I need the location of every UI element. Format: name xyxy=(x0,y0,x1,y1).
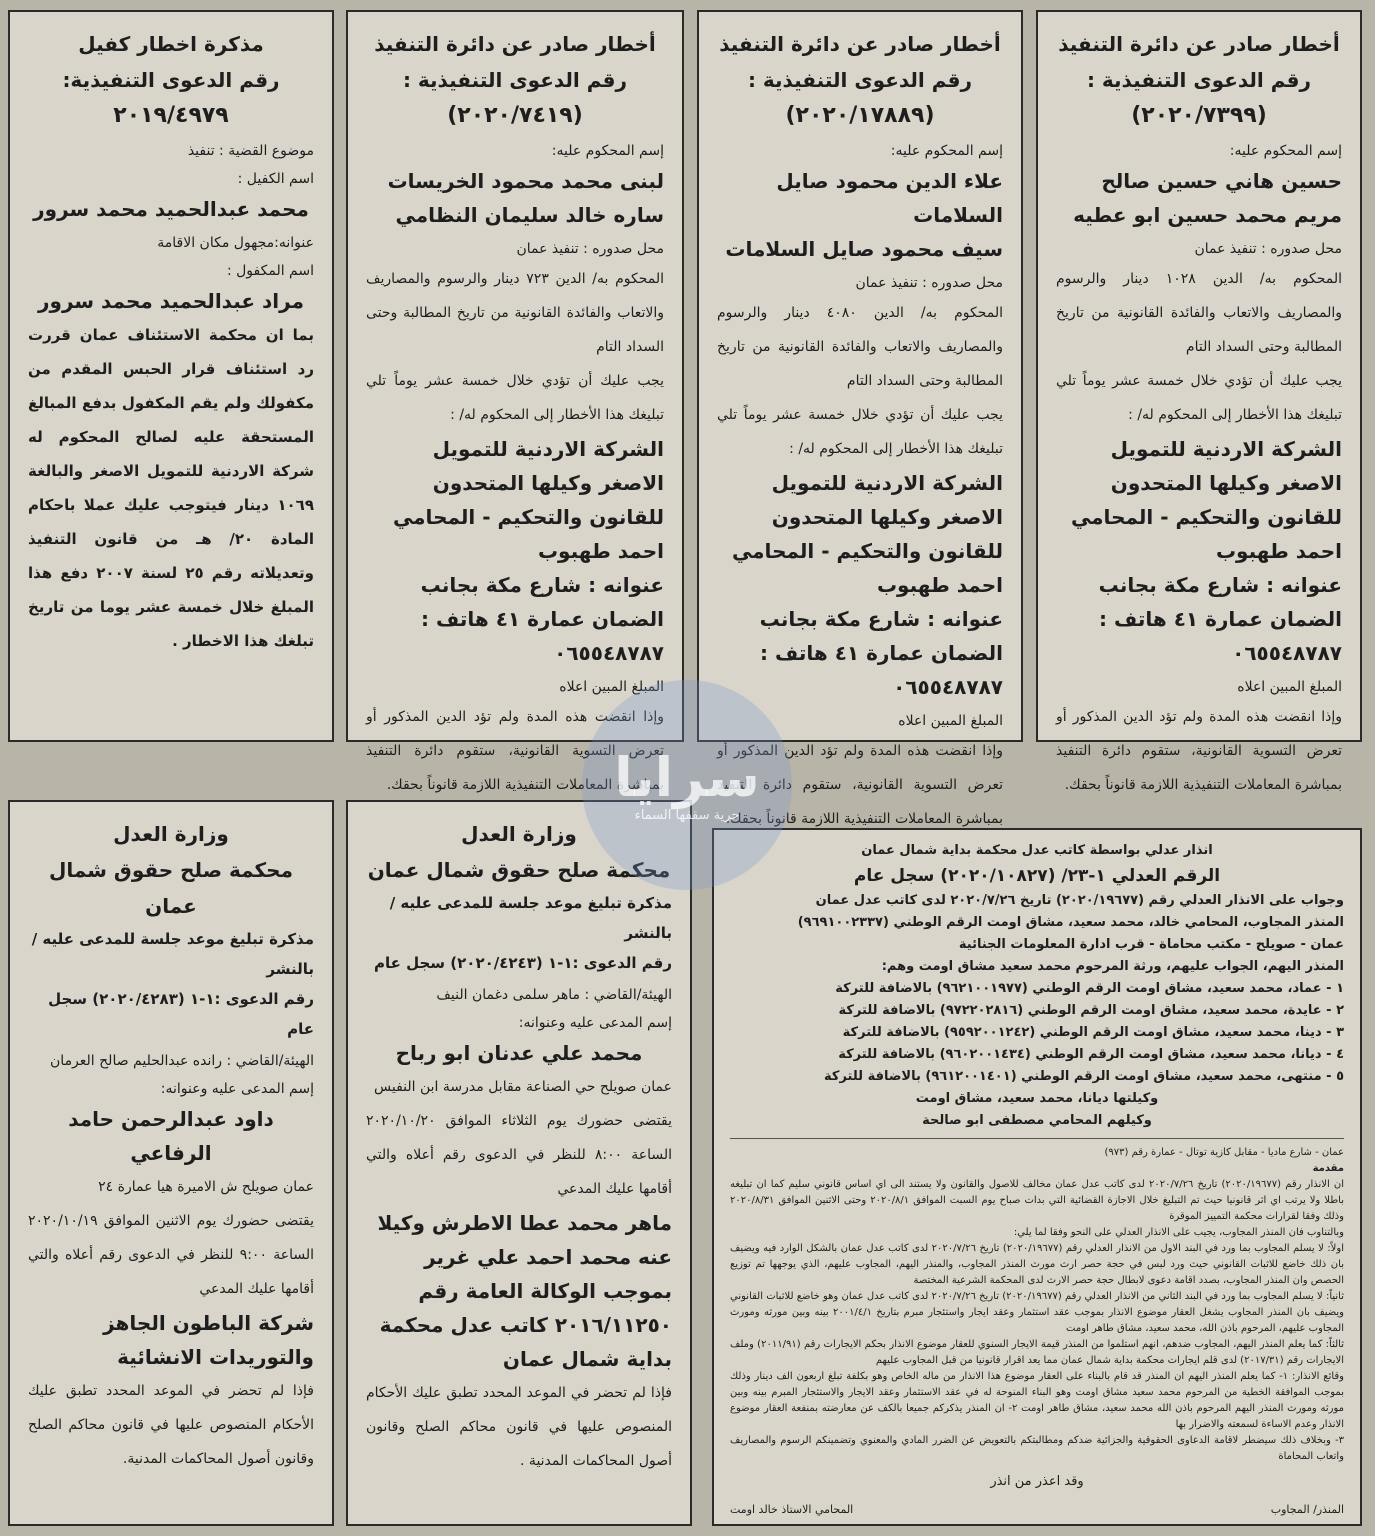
amount-reference: المبلغ المبين اعلاه xyxy=(559,679,664,695)
creditor-address: عنوانه : شارع مكة بجانب الضمان عمارة ٤١ هاتف : ٠٦٥٥٤٨٧٨٧ xyxy=(759,607,1003,699)
payment-instruction: يجب عليك أن تؤدي خلال خمسة عشر يوماً تلي تبليغك هذا الأخطار إلى المحكوم له/ : xyxy=(1056,373,1342,423)
notice-17889 xyxy=(697,10,1023,827)
notary-line: ٥ - منتهى، محمد سعيد، مشاق اومت الرقم الوطني (٩٦١٢٠٠١٤٠١) بالاضافة للتركة xyxy=(824,1069,1344,1084)
notary-paragraph: وقائع الانذار: ١- كما يعلم المنذر اليهم ان المنذر قد قام بالبناء على العقار موضوع هذا الانذار من ماله الخاص وهو بكلفة تبلغ اربعون الف دينار وذلك بموجب الموافقة الخطية من المرحوم محمد سعيد مشاق اومت وهو البناء المنوحة له في عقد الاستثمار وعقد الايجار والاستئجار المبرم بينه وبين مورثه ومورث المنذر اليهم المرحوم باذن الله محمد سعيد، مشاق طاهر اومت ٢- ان المنذر يذكركم جميعا بالكف عن معارضته بمنفعة العقار موضوع الانذار وعدم الاساءة لسمعته والاضرار بها xyxy=(730,1371,1345,1430)
notary-title: انذار عدلي بواسطة كاتب عدل محكمة بداية شمال عمان xyxy=(861,843,1213,858)
notary-paragraph: وبالتناوب فان المنذر المجاوب، يجيب على الانذار العدلي على النحو وفقا لما يلي: xyxy=(1013,1227,1344,1238)
case-label: رقم الدعوى التنفيذية : xyxy=(747,68,973,92)
case-number: (٢٠٢٠/١٧٨٨٩) xyxy=(785,103,935,128)
notary-parties xyxy=(730,890,1344,1132)
divider xyxy=(730,1138,1344,1139)
case-subject: موضوع القضية : تنفيذ xyxy=(187,143,314,159)
creditor-address: عنوانه : شارع مكة بجانب الضمان عمارة ٤١ هاتف : ٠٦٥٥٤٨٧٨٧ xyxy=(420,573,664,665)
judge-name: الهيئة/القاضي : ماهر سلمى دغمان النيف xyxy=(436,987,672,1003)
issued-by: محل صدوره : تنفيذ عمان xyxy=(1194,241,1342,257)
notary-line: ١ - عماد، محمد سعيد، مشاق اومت الرقم الوطني (٩٦٢١٠٠١٩٧٧) بالاضافة للتركة xyxy=(835,981,1344,996)
defendant-name: داود عبدالرحمن حامد الرفاعي xyxy=(68,1107,274,1165)
case-label: رقم الدعوى التنفيذية: xyxy=(62,68,280,92)
judgment-amount: المحكوم به/ الدين ٧٢٣ دينار والرسوم والمصاريف والاتعاب والفائدة القانونية من تاريخ المطالبة وحتى السداد التام xyxy=(366,271,664,355)
guarantor-address: عنوانه:مجهول مكان الاقامة xyxy=(157,235,314,251)
debtor-name: مراد عبدالحميد محمد سرور xyxy=(38,289,304,313)
notary-line: ٢ - عايدة، محمد سعيد، مشاق اومت الرقم الوطني (٩٧٢٢٠٢٨١٦) بالاضافة للتركة xyxy=(838,1003,1344,1018)
amount-reference: المبلغ المبين اعلاه xyxy=(898,713,1003,729)
defendant-name: حسين هاني حسين صالح xyxy=(1101,169,1342,193)
payment-instruction: يجب عليك أن تؤدي خلال خمسة عشر يوماً تلي تبليغك هذا الأخطار إلى المحكوم له/ : xyxy=(366,373,664,423)
warning-text: فإذا لم تحضر في الموعد المحدد تطبق عليك الأحكام المنصوص عليها في قانون محاكم الصلح وقانون أصول المحاكمات المدنية. xyxy=(28,1383,314,1467)
debtor-label: اسم المكفول : xyxy=(226,263,314,279)
case-number: (٢٠٢٠/٧٤١٩) xyxy=(447,103,583,128)
watermark-tagline: حرية سقفها السماء xyxy=(634,807,740,823)
notice-header: أخطار صادر عن دائرة التنفيذ xyxy=(374,32,656,56)
notary-line: وجواب على الانذار العدلي رقم (٢٠٢٠/١٩٦٧٧) تاريخ ٢٠٢٠/٧/٢٦ لدى كاتب عدل عمان xyxy=(815,893,1344,908)
defendant-name: علاء الدين محمود صايل السلامات xyxy=(776,169,1003,227)
case-number: رقم الدعوى :١-١ (٢٠٢٠/٤٢٨٣) سجل عام xyxy=(48,990,314,1038)
defendant-address: عمان صويلح حي الصناعة مقابل مدرسة ابن النفيس xyxy=(374,1079,672,1095)
issued-by: محل صدوره : تنفيذ عمان xyxy=(855,275,1003,291)
notary-line: المنذر المجاوب، المحامي خالد، محمد سعيد، مشاق اومت الرقم الوطني (٩٦٩١٠٠٢٣٣٧) xyxy=(797,915,1344,930)
case-number: ٢٠١٩/٤٩٧٩ xyxy=(113,103,229,128)
site-watermark xyxy=(582,680,792,890)
memo-title: مذكرة تبليغ موعد جلسة للمدعى عليه / بالنشر xyxy=(389,894,672,942)
notary-paragraph: ثانياً: لا يسلم المجاوب بما ورد في البند الثاني من الانذار العدلي رقم (٢٠٢٠/١٩٦٧٧) تاريخ ٢٠٢٠/٧/٢٦ لدى كاتب عدل عمان وهو خاضع للاثبات القانوني ويضيف بان المنذر المجاوب يشغل العقار موضوع الانذار بموجب عقد استثمار وعقد ايجار واستئجار مبرم بتاريخ ٢٠٠١/٤/١ بينه وبين مورثه ومورث المجاوب عليهم، المرحوم باذن الله، محمد سعيد، مشاق طاهر اومت xyxy=(730,1291,1345,1334)
notary-line: ٣ - دينا، محمد سعيد، مشاق اومت الرقم الوطني (٩٥٩٢٠٠١٢٤٢) بالاضافة للتركة xyxy=(842,1025,1344,1040)
court-name: محكمة صلح حقوق شمال عمان xyxy=(49,858,293,918)
notary-line: عمان - صويلح - مكتب محاماة - قرب ادارة المعلومات الجنائية xyxy=(958,937,1344,952)
case-label: رقم الدعوى التنفيذية : xyxy=(402,68,628,92)
notary-line: وكيلهم المحامي مصطفى ابو صالحة xyxy=(922,1113,1152,1128)
notary-paragraph: ٣- وبخلاف ذلك سيضطر لاقامة الدعاوى الحقوقية والجزائية ضدكم ومطالبتكم بالتعويض عن الضرر المادي والمعنوي وتضمينكم الرسوم والمصاريف واتعاب المحاماة xyxy=(730,1435,1344,1462)
defendant-name: محمد علي عدنان ابو رباح xyxy=(395,1041,643,1065)
guarantor-notice xyxy=(8,10,334,742)
issued-by: محل صدوره : تنفيذ عمان xyxy=(516,241,664,257)
notary-signature xyxy=(730,1503,1344,1516)
defendant-label: إسم المدعى عليه وعنوانه: xyxy=(160,1081,314,1097)
notice-7399 xyxy=(1036,10,1362,793)
notary-paragraph: اولاً: لا يسلم المجاوب بما ورد في البند الاول من الانذار العدلي رقم (٢٠٢٠/١٩٦٧٧) تاريخ ٢٠٢٠/٧/٢٦ لدى كاتب عدل عمان بالشكل الوارد فيه ويضيف بان ذلك خاضع للاثبات القانوني حيث ورد لبس في حجة حصر ارث مورث المنذر المجاوب، والمنذر اليهم، المجاوب عليهم، الذي يوجهها تم توزيع الحصص وان المنذر المجاوب، بصدد اقامة دعوى لابطال حجة حصر الارث لدى المحكمة الشرعية المختصة xyxy=(730,1243,1344,1286)
payment-instruction: يجب عليك أن تؤدي خلال خمسة عشر يوماً تلي تبليغك هذا الأخطار إلى المحكوم له/ : xyxy=(717,407,1003,457)
memo-title: مذكرة تبليغ موعد جلسة للمدعى عليه / بالنشر xyxy=(31,930,314,978)
judgment-amount: المحكوم به/ الدين ١٠٢٨ دينار والرسوم والمصاريف والاتعاب والفائدة القانونية من تاريخ المطالبة وحتى السداد التام xyxy=(1056,271,1342,355)
court-name: محكمة صلح حقوق شمال عمان xyxy=(367,858,671,882)
defendant-label: إسم المحكوم عليه: xyxy=(1229,143,1342,159)
notice-header: أخطار صادر عن دائرة التنفيذ xyxy=(1058,32,1340,56)
judge-name: الهيئة/القاضي : رانده عبدالحليم صالح العرمان xyxy=(50,1053,314,1069)
notary-address: عمان - شارع ماديا - مقابل كازية توتال - عمارة رقم (٩٧٣) xyxy=(1104,1147,1344,1158)
judgment-amount: المحكوم به/ الدين ٤٠٨٠ دينار والرسوم والمصاريف والاتعاب والفائدة القانونية من تاريخ المطالبة وحتى السداد التام xyxy=(717,305,1003,389)
plaintiff-name: شركة الباطون الجاهز والتوريدات الانشائية xyxy=(103,1311,314,1369)
signature-role: المنذر/ المجاوب xyxy=(1270,1503,1344,1516)
guarantor-header: مذكرة اخطار كفيل xyxy=(78,32,264,56)
guarantor-body: بما ان محكمة الاستئناف عمان قررت رد استئناف قرار الحبس المقدم من مكفولك ولم يقم المكفول بدفع المبالغ المستحقة عليه لصالح المحكوم له شركة الاردنية للتمويل الاصغر والبالغة ١٠٦٩ دينار فيتوجب عليك عملا باحكام المادة ٢٠/ هـ من قانون التنفيذ وتعديلاته رقم ٢٥ لسنة ٢٠٠٧ دفع هذا المبلغ خلال خمسة عشر يوما من تاريخ تبلغك هذا الاخطار . xyxy=(28,326,314,650)
signature-name: المحامي الاستاذ خالد اومت xyxy=(730,1503,854,1516)
notary-notice xyxy=(712,828,1362,1526)
notary-paragraph: ان الانذار رقم (٢٠٢٠/١٩٦٧٧) تاريخ ٢٠٢٠/٧/٢٦ لدى كاتب عدل عمان مخالف للاصول والقانون ولا يستند الى اي اساس قانوني سليم كما ان تبليغه باطلا ولا يرتب اي اثر قانونيا حيث تم التبليغ خلال الاجازة القضائية التي بدات صباح يوم السبت الموافق ٢٠٢٠/٨/١ وحتى الاثنين الموافق ٢٠٢٠/٨/٣١ وذلك وفقا لقرارات محكمة التمييز الموقرة xyxy=(730,1179,1345,1222)
watermark-logo: سرايا xyxy=(614,745,760,809)
case-number: رقم الدعوى :١-١ (٢٠٢٠/٤٢٤٣) سجل عام xyxy=(374,954,672,972)
notary-line: وكيلتها ديانا، محمد سعيد، مشاق اومت xyxy=(915,1091,1159,1106)
notary-number: الرقم العدلي ١-٢٣/ (٢٠٢٠/١٠٨٢٧) سجل عام xyxy=(853,866,1221,886)
court-notice-4283 xyxy=(8,800,334,1526)
defendant-address: عمان صويلح ش الاميرة هيا عمارة ٢٤ xyxy=(98,1179,314,1195)
closing-text: وإذا انقضت هذه المدة ولم تؤد الدين المذكور أو تعرض التسوية القانونية، ستقوم دائرة التنفيذ بمباشرة المعاملات التنفيذية اللازمة قانوناً بحقك. xyxy=(366,709,664,793)
creditor-name: الشركة الاردنية للتمويل الاصغر وكيلها المتحدون للقانون والتحكيم - المحامي احمد طهبوب xyxy=(731,471,1003,597)
notice-header: أخطار صادر عن دائرة التنفيذ xyxy=(719,32,1001,56)
closing-text: وإذا انقضت هذه المدة ولم تؤد الدين المذكور أو تعرض التسوية القانونية، ستقوم دائرة التنفيذ بمباشرة المعاملات التنفيذية اللازمة قانوناً بحقك. xyxy=(1056,709,1342,793)
amount-reference: المبلغ المبين اعلاه xyxy=(1237,679,1342,695)
hearing-details: يقتضى حضورك يوم الاثنين الموافق ٢٠٢٠/١٠/١٩ الساعة ٩:٠٠ للنظر في الدعوى رقم أعلاه والتي أقامها عليك المدعي xyxy=(28,1213,314,1297)
closing-text: وإذا انقضت هذه المدة ولم تؤد الدين المذكور أو تعرض التسوية القانونية، ستقوم دائرة التنفيذ بمباشرة المعاملات التنفيذية اللازمة قانوناً بحقك. xyxy=(717,743,1003,827)
ministry-name: وزارة العدل xyxy=(461,822,577,846)
notary-paragraph: ثالثاً: كما يعلم المنذر اليهم، المجاوب ضدهم، انهم استلموا من المنذر قيمة الايجار السنوي للعقار موضوع الانذار بحكم الايجارات رقم (٢٠١١/٩١) وملف الايجارات رقم (٢٠١٧/٣١) لدى قلم ايجارات محكمة بداية شمال عمان مما يعد اقرار قانونيا من قبل المجاوب عليهم xyxy=(730,1339,1344,1366)
notary-intro-label: مقدمة xyxy=(1312,1163,1344,1174)
defendant-label: إسم المحكوم عليه: xyxy=(551,143,664,159)
defendant-name: سيف محمود صايل السلامات xyxy=(725,237,1003,261)
defendant-name: لبنى محمد محمود الخريسات xyxy=(387,169,664,193)
court-notice-4243 xyxy=(346,800,692,1526)
notary-line: المنذر اليهم، الجواب عليهم، ورثة المرحوم محمد سعيد مشاق اومت وهم: xyxy=(881,959,1344,974)
creditor-address: عنوانه : شارع مكة بجانب الضمان عمارة ٤١ هاتف : ٠٦٥٥٤٨٧٨٧ xyxy=(1098,573,1342,665)
guarantor-label: اسم الكفيل : xyxy=(237,171,314,187)
defendant-label: إسم المدعى عليه وعنوانه: xyxy=(518,1015,672,1031)
defendant-name: مريم محمد حسين ابو عطيه xyxy=(1073,203,1342,227)
warning-text: فإذا لم تحضر في الموعد المحدد تطبق عليك الأحكام المنصوص عليها في قانون محاكم الصلح وقانون أصول المحاكمات المدنية . xyxy=(366,1385,672,1469)
notary-closing: وقد اعذر من انذر xyxy=(990,1474,1084,1489)
notary-line: ٤ - ديانا، محمد سعيد، مشاق اومت الرقم الوطني (٩٦٠٢٠٠١٤٣٤) بالاضافة للتركة xyxy=(838,1047,1344,1062)
case-label: رقم الدعوى التنفيذية : xyxy=(1086,68,1312,92)
case-number: (٢٠٢٠/٧٣٩٩) xyxy=(1131,103,1267,128)
creditor-name: الشركة الاردنية للتمويل الاصغر وكيلها المتحدون للقانون والتحكيم - المحامي احمد طهبوب xyxy=(392,437,664,563)
ministry-name: وزارة العدل xyxy=(113,822,229,846)
notice-7419 xyxy=(346,10,684,793)
guarantor-name: محمد عبدالحميد محمد سرور xyxy=(33,197,309,221)
plaintiff-name: ماهر محمد عطا الاطرش وكيلا عنه محمد احمد علي غرير بموجب الوكالة العامة رقم ٢٠١٦/١١٢٥٠ كاتب عدل محكمة بداية شمال عمان xyxy=(377,1211,672,1371)
defendant-label: إسم المحكوم عليه: xyxy=(890,143,1003,159)
creditor-name: الشركة الاردنية للتمويل الاصغر وكيلها المتحدون للقانون والتحكيم - المحامي احمد طهبوب xyxy=(1070,437,1342,563)
hearing-details: يقتضى حضورك يوم الثلاثاء الموافق ٢٠٢٠/١٠/٢٠ الساعة ٨:٠٠ للنظر في الدعوى رقم أعلاه والتي أقامها عليك المدعي xyxy=(366,1113,672,1197)
defendant-name: ساره خالد سليمان النظامي xyxy=(395,203,664,227)
